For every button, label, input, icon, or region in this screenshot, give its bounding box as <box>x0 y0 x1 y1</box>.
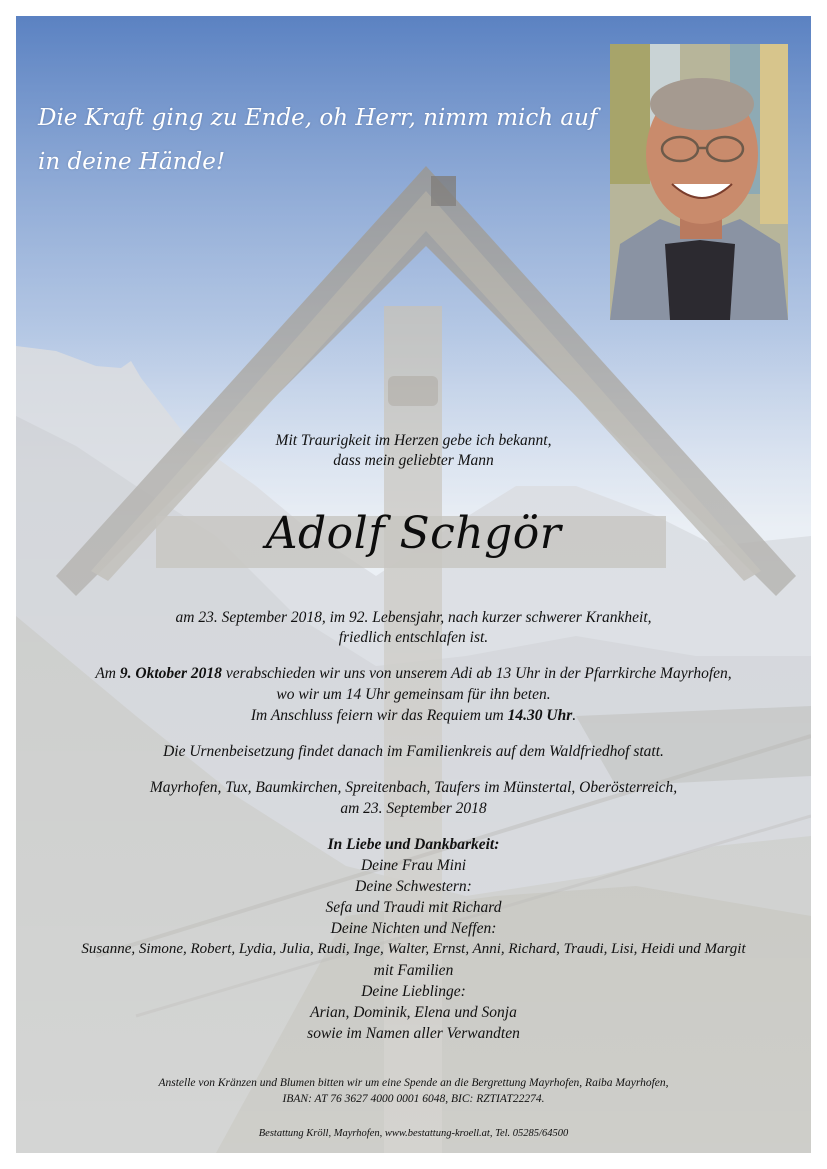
place-line-1: Mayrhofen, Tux, Baumkirchen, Spreitenbach, Taufers im Münstertal, Oberösterreich, <box>149 779 678 796</box>
service-prefix: Am <box>95 665 120 682</box>
mourner-line: Deine Nichten und Neffen: <box>330 920 497 937</box>
place-line-2: am 23. September 2018 <box>340 800 487 817</box>
mourner-line: sowie im Namen aller Verwandten <box>307 1025 520 1042</box>
verse-line-2: in deine Hände! <box>38 149 226 175</box>
mourner-line: mit Familien <box>373 962 454 979</box>
donation-line-1: Anstelle von Kränzen und Blumen bitten wir um eine Spende an die Bergrettung Mayrhofen, Raiba Mayrhofen, <box>158 1077 669 1089</box>
intro-line-1: Mit Traurigkeit im Herzen gebe ich bekannt, <box>275 432 552 449</box>
service-date: 9. Oktober 2018 <box>119 665 222 682</box>
intro-line-2: dass mein geliebter Mann <box>333 452 494 469</box>
mourner-line: Susanne, Simone, Robert, Lydia, Julia, Rudi, Inge, Walter, Ernst, Anni, Richard, Traudi, Lisi, Heidi und Margit <box>81 941 746 957</box>
service-rest: verabschieden wir uns von unserem Adi ab 13 Uhr in der Pfarrkirche Mayrhofen, <box>221 665 732 682</box>
donation-line-2: IBAN: AT 76 3627 4000 0001 6048, BIC: RZTIAT22274. <box>282 1093 545 1105</box>
requiem-suffix: . <box>572 707 577 724</box>
mourners-heading-text: In Liebe und Dankbarkeit: <box>327 836 500 853</box>
mourner-line: Arian, Dominik, Elena und Sonja <box>310 1004 517 1021</box>
service-line-2: wo wir um 14 Uhr gemeinsam für ihn beten. <box>276 686 551 703</box>
burial-line: Die Urnenbeisetzung findet danach im Familienkreis auf dem Waldfriedhof statt. <box>163 743 664 760</box>
deceased-name: Adolf Schgör <box>265 508 562 559</box>
mourner-line: Sefa und Traudi mit Richard <box>325 899 502 916</box>
requiem-prefix: Im Anschluss feiern wir das Requiem um <box>250 707 508 724</box>
requiem-time: 14.30 Uhr <box>507 707 573 724</box>
funeral-home-footer: Bestattung Kröll, Mayrhofen, www.bestattung-kroell.at, Tel. 05285/64500 <box>258 1128 569 1139</box>
service-line-1 <box>40 665 787 683</box>
mourner-line: Deine Lieblinge: <box>361 983 466 1000</box>
death-line-1: am 23. September 2018, im 92. Lebensjahr, nach kurzer schwerer Krankheit, <box>175 609 652 626</box>
mourner-line: Deine Schwestern: <box>355 878 472 895</box>
mourners-heading <box>40 836 787 854</box>
death-line-2: friedlich entschlafen ist. <box>338 629 489 646</box>
service-line-3 <box>40 707 787 725</box>
mourner-line: Deine Frau Mini <box>360 857 467 874</box>
verse-line-1: Die Kraft ging zu Ende, oh Herr, nimm mich auf <box>38 105 598 131</box>
